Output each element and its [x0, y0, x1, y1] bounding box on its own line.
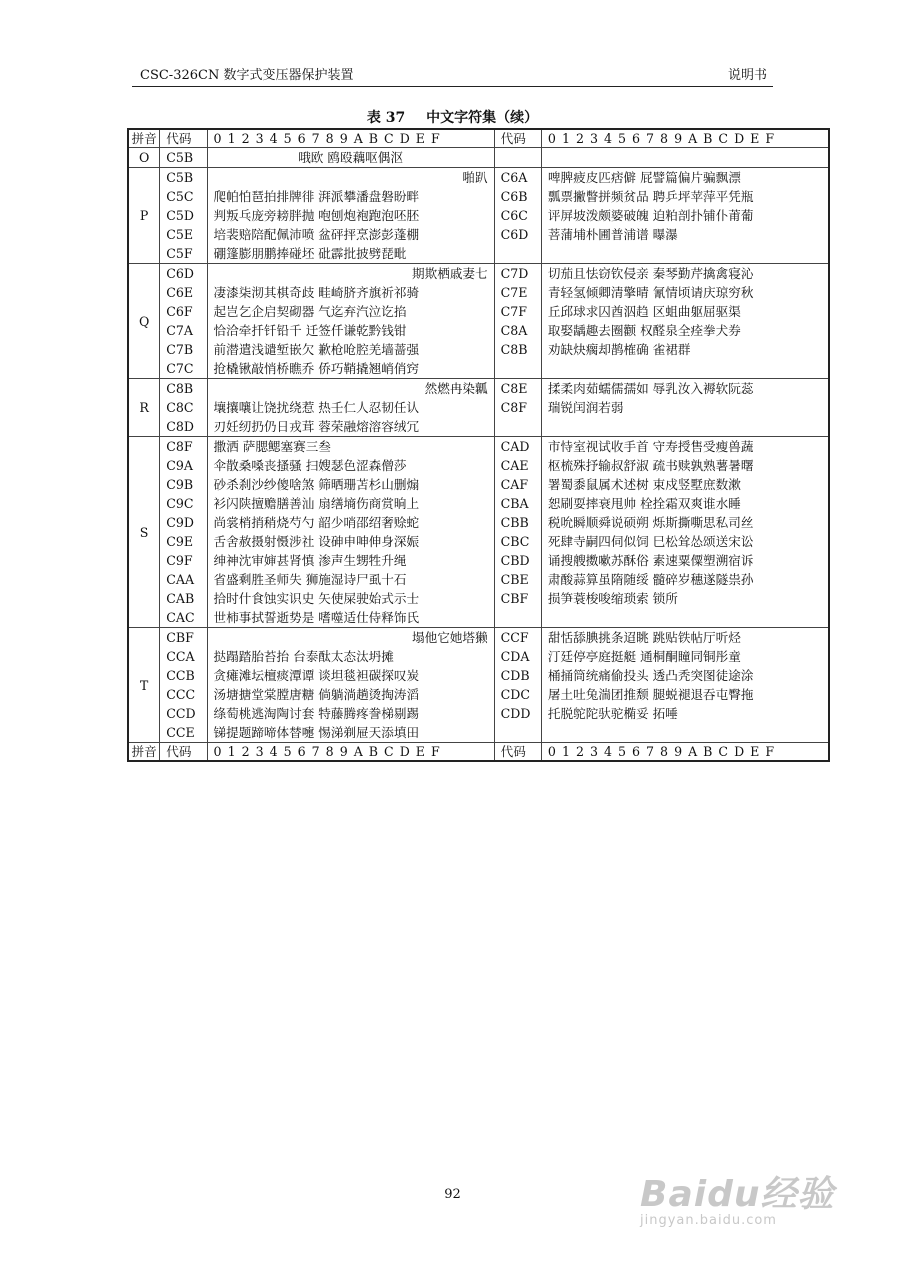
footer-hex-right: 0 1 2 3 4 5 6 7 8 9 A B C D E F: [541, 743, 829, 762]
code-cell: CCC: [166, 687, 196, 702]
char-cell: 切茄且怯窃钦侵亲 秦琴勤芹擒禽寝沁: [547, 266, 754, 281]
left-chars: [207, 168, 494, 264]
char-cell: 期欺栖戚妻七: [412, 266, 488, 281]
code-cell: CCD: [166, 706, 196, 721]
code-cell: C8F: [166, 439, 193, 454]
char-cell: 瑞锐闰润若弱: [547, 400, 624, 415]
char-cell: 揉柔肉茹蠕儒孺如 辱乳汝入褥软阮蕊: [547, 381, 754, 396]
code-cell: C6C: [500, 208, 528, 223]
code-cell: C5F: [166, 246, 193, 261]
char-cell: 刃妊纫扔仍日戎茸 蓉荣融熔溶容绒冗: [213, 419, 420, 434]
footer-hex: 0 1 2 3 4 5 6 7 8 9 A B C D E F: [207, 743, 494, 762]
char-cell: 挞蹋踏胎苔抬 台泰酞太态汰坍摊: [213, 649, 394, 664]
char-cell: 菩蒲埔朴圃普浦谱 曝瀑: [547, 227, 678, 242]
char-cell: 绦萄桃逃淘陶讨套 特藤腾疼誊梯剔踢: [213, 706, 420, 721]
footer-pinyin: 拼音: [128, 743, 160, 762]
char-cell: 肃酸蒜算虽隋随绥 髓碎岁穗遂隧祟孙: [547, 572, 754, 587]
code-cell: CCA: [166, 649, 195, 664]
right-codes: [494, 437, 541, 628]
char-cell: 衫闪陕擅赡膳善汕 扇缮墒伤商赏晌上: [213, 496, 420, 511]
header-pinyin: 拼音: [128, 129, 160, 148]
pinyin-letter: R: [128, 379, 160, 437]
charset-table: [127, 128, 830, 762]
left-chars: [207, 628, 494, 743]
pinyin-letter: T: [128, 628, 160, 743]
right-codes: [494, 628, 541, 743]
code-cell: CCF: [500, 630, 529, 645]
code-cell: C8E: [500, 381, 528, 396]
code-cell: C5B: [166, 170, 194, 185]
code-cell: C7E: [500, 285, 528, 300]
char-cell: 枢梳殊抒输叔舒淑 疏书赎孰熟薯暑曙: [547, 458, 754, 473]
pinyin-letter: O: [128, 148, 160, 168]
left-codes: [160, 264, 207, 379]
code-cell: C9A: [166, 458, 193, 473]
pinyin-letter: Q: [128, 264, 160, 379]
char-cell: 抢橇锹敲悄桥瞧乔 侨巧鞘撬翘峭俏窍: [213, 361, 420, 376]
code-cell: CBF: [166, 630, 194, 645]
code-cell: CAA: [166, 572, 195, 587]
code-cell: CAD: [500, 439, 530, 454]
code-cell: C8F: [500, 400, 527, 415]
table-row: [128, 168, 829, 264]
code-cell: C7B: [166, 342, 194, 357]
code-cell: C6F: [166, 304, 193, 319]
char-cell: 死肆寺嗣四伺似饲 巳松耸怂颂送宋讼: [547, 534, 754, 549]
code-cell: CDC: [500, 687, 530, 702]
code-cell: C9E: [166, 534, 194, 549]
code-cell: C5D: [166, 208, 194, 223]
header-code-right: 代码: [494, 129, 541, 148]
table-footer-row: [128, 743, 829, 762]
code-cell: C5B: [166, 150, 194, 165]
char-cell: 哦欧 鸥殴藕呕偶沤: [298, 150, 403, 165]
char-cell: 前潜遣浅谴堑嵌欠 歉枪呛腔羌墙蔷强: [213, 342, 420, 357]
code-cell: C5C: [166, 189, 194, 204]
footer-code: 代码: [160, 743, 207, 762]
char-cell: 塌他它她塔獭: [412, 630, 488, 645]
char-cell: 瓢票撇瞥拼频贫品 聘乒坪苹萍平凭瓶: [547, 189, 754, 204]
page-number: 92: [444, 1187, 461, 1202]
code-cell: C9D: [166, 515, 194, 530]
code-cell: CAE: [500, 458, 529, 473]
left-codes: [160, 379, 207, 437]
watermark-logo: Baidu经验: [640, 1174, 835, 1215]
watermark: [640, 1166, 834, 1228]
code-cell: C8B: [500, 342, 528, 357]
code-cell: C5E: [166, 227, 194, 242]
char-cell: 绅神沈审婶甚肾慎 渗声生甥牲升绳: [213, 553, 407, 568]
left-codes: [160, 628, 207, 743]
pinyin-letter: S: [128, 437, 160, 628]
char-cell: 署蜀黍鼠属术述树 束戍竖墅庶数漱: [547, 477, 741, 492]
code-cell: CCE: [166, 725, 195, 740]
code-cell: CDB: [500, 668, 530, 683]
left-chars: [207, 148, 494, 168]
code-cell: CBD: [500, 553, 530, 568]
code-cell: CBF: [500, 591, 529, 606]
header-hex: 0 1 2 3 4 5 6 7 8 9 A B C D E F: [207, 129, 494, 148]
table-row: [128, 264, 829, 379]
code-cell: CCB: [166, 668, 195, 683]
code-cell: CDA: [500, 649, 530, 664]
watermark-url: jingyan.baidu.com: [640, 1213, 777, 1228]
char-cell: 托脱鸵陀驮驼椭妥 拓唾: [547, 706, 678, 721]
left-codes: [160, 148, 207, 168]
char-cell: 取娶龋趣去圈颧 权醛泉全痊拳犬券: [547, 323, 741, 338]
header-hex-right: 0 1 2 3 4 5 6 7 8 9 A B C D E F: [541, 129, 829, 148]
char-cell: 啤脾疲皮匹痞僻 屁譬篇偏片骗飘漂: [547, 170, 741, 185]
code-cell: CBB: [500, 515, 529, 530]
char-cell: 撒洒 萨腮鳃塞赛三叁: [213, 439, 331, 454]
left-chars: [207, 264, 494, 379]
pinyin-letter: P: [128, 168, 160, 264]
char-cell: 培裴赔陪配佩沛喷 盆砰抨烹澎彭蓬棚: [213, 227, 420, 242]
char-cell: 舌舍赦摄射慑涉社 设砷申呻伸身深娠: [213, 534, 420, 549]
char-cell: 丘邱球求囚酋泅趋 区蛆曲躯屈驱渠: [547, 304, 741, 319]
code-cell: C7A: [166, 323, 193, 338]
right-chars: [541, 168, 829, 264]
char-cell: 桶捅筒统痛偷投头 透凸秃突图徒途涂: [547, 668, 754, 683]
code-cell: C9C: [166, 496, 194, 511]
code-cell: CAF: [500, 477, 529, 492]
header-divider: [132, 86, 773, 87]
right-codes: [494, 379, 541, 437]
char-cell: 恰洽牵扦钎铅千 迁签仟谦乾黔钱钳: [213, 323, 407, 338]
doc-header-label: 说明书: [727, 68, 767, 83]
char-cell: 锑提题蹄啼体替嚏 惕涕剃屉天添填田: [213, 725, 420, 740]
code-cell: C7C: [166, 361, 194, 376]
right-codes: [494, 264, 541, 379]
code-cell: CAC: [166, 610, 195, 625]
left-chars: [207, 437, 494, 628]
char-cell: 省盛剩胜圣师失 狮施湿诗尸虱十石: [213, 572, 407, 587]
code-cell: CBA: [500, 496, 529, 511]
char-cell: 诵搜艘擞嗽苏酥俗 素速粟僳塑溯宿诉: [547, 553, 754, 568]
left-chars: [207, 379, 494, 437]
char-cell: 世柿事拭誓逝势是 嗜噬适仕侍释饰氏: [213, 610, 420, 625]
table-row: [128, 379, 829, 437]
char-cell: 恕刷耍摔衰甩帅 栓拴霜双爽谁水睡: [547, 496, 741, 511]
footer-code-right: 代码: [494, 743, 541, 762]
code-cell: C7D: [500, 266, 529, 281]
code-cell: C6D: [166, 266, 194, 281]
char-cell: 甜恬舔腆挑条迢眺 跳贴铁帖厅听烃: [547, 630, 741, 645]
char-cell: 贪瘫滩坛檀痰潭谭 谈坦毯袒碳探叹炭: [213, 668, 420, 683]
right-codes: [494, 168, 541, 264]
char-cell: 汀廷停亭庭挺艇 通桐酮瞳同铜彤童: [547, 649, 741, 664]
char-cell: 然燃冉染瓤: [424, 381, 488, 396]
doc-header-title: CSC-326CN 数字式变压器保护装置: [140, 68, 354, 83]
right-chars: [541, 264, 829, 379]
char-cell: 硼篷膨朋鹏捧碰坯 砒霹批披劈琵毗: [213, 246, 407, 261]
code-cell: C8D: [166, 419, 194, 434]
char-cell: 评屏坡泼颇婆破魄 迫粕剖扑铺仆莆葡: [547, 208, 754, 223]
char-cell: 尚裳梢捎稍烧芍勺 韶少哨邵绍奢赊蛇: [213, 515, 420, 530]
header-code: 代码: [160, 129, 207, 148]
right-chars: [541, 437, 829, 628]
code-cell: C9F: [166, 553, 193, 568]
right-chars: [541, 148, 829, 168]
right-chars: [541, 379, 829, 437]
table-row: [128, 148, 829, 168]
code-cell: C6A: [500, 170, 528, 185]
char-cell: 屠土吐兔湍团推颓 腿蜕褪退吞屯臀拖: [547, 687, 754, 702]
left-codes: [160, 168, 207, 264]
table-header-row: [128, 129, 829, 148]
char-cell: 起岂乞企启契砌器 气迄弃汽泣讫掐: [213, 304, 407, 319]
code-cell: C6B: [500, 189, 528, 204]
char-cell: 劝缺炔瘸却鹊榷确 雀裙群: [547, 342, 691, 357]
code-cell: CAB: [166, 591, 195, 606]
code-cell: CDD: [500, 706, 531, 721]
char-cell: 爬帕怕琶拍排牌徘 湃派攀潘盘磐盼畔: [213, 189, 420, 204]
code-cell: C8C: [166, 400, 194, 415]
table-caption-title: 中文字符集（续）: [426, 110, 539, 126]
left-codes: [160, 437, 207, 628]
code-cell: CBC: [500, 534, 530, 549]
char-cell: 税吮瞬顺舜说硕朔 烁斯撕嘶思私司丝: [547, 515, 754, 530]
table-caption-label: 表 37: [366, 110, 406, 126]
char-cell: 青轻氢倾卿清擎晴 氰情顷请庆琼穷秋: [547, 285, 754, 300]
table-row: [128, 628, 829, 743]
char-cell: 啪趴: [462, 170, 488, 185]
code-cell: C8B: [166, 381, 194, 396]
table-row: [128, 437, 829, 628]
right-chars: [541, 628, 829, 743]
char-cell: 汤塘搪堂棠膛唐糖 倘躺淌趟烫掏涛滔: [213, 687, 420, 702]
char-cell: 凄漆柒沏其棋奇歧 畦崎脐齐旗祈祁骑: [213, 285, 420, 300]
code-cell: C9B: [166, 477, 194, 492]
code-cell: C6E: [166, 285, 194, 300]
code-cell: C6D: [500, 227, 529, 242]
char-cell: 拾时什食蚀实识史 矢使屎驶始式示士: [213, 591, 420, 606]
char-cell: 砂杀刹沙纱傻啥煞 筛晒珊苫杉山删煽: [213, 477, 420, 492]
code-cell: C8A: [500, 323, 528, 338]
char-cell: 壤攘嚷让饶扰绕惹 热壬仁人忍韧任认: [213, 400, 420, 415]
right-codes: [494, 148, 541, 168]
char-cell: 判叛乓庞旁耪胖抛 咆刨炮袍跑泡呸胚: [213, 208, 420, 223]
code-cell: CBE: [500, 572, 529, 587]
char-cell: 伞散桑嗓丧搔骚 扫嫂瑟色涩森僧莎: [213, 458, 407, 473]
char-cell: 市恃室视试收手首 守寿授售受瘦兽蔬: [547, 439, 754, 454]
table-caption: [0, 107, 905, 127]
char-cell: 损笋蓑梭唆缩琐索 锁所: [547, 591, 678, 606]
code-cell: C7F: [500, 304, 527, 319]
